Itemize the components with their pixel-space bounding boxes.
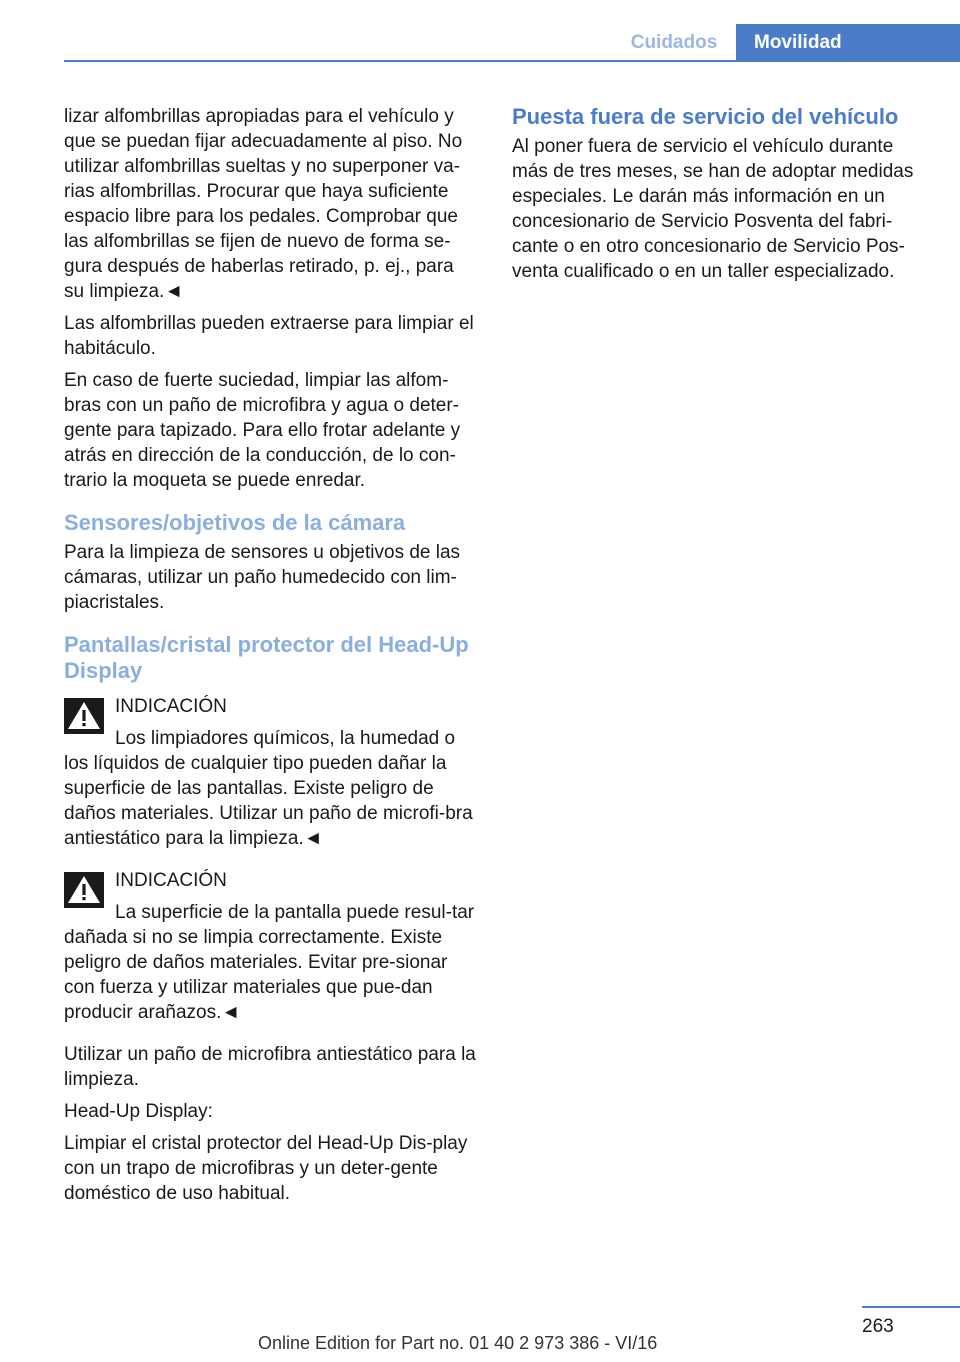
paragraph-mats-removal: Las alfombrillas pueden extraerse para limpiar el habitáculo. <box>64 313 474 359</box>
heading-camera-sensors: Sensores/objetivos de la cámara <box>64 510 406 535</box>
warning-icon <box>64 698 104 734</box>
right-column <box>512 104 932 291</box>
notice-body: La superficie de la pantalla puede resul‐tar dañada si no se limpia correctamente. Existe peligro de daños materiales. Evitar pre‐sionar con fuerza y utilizar materiales que pue‐dan producir arañazos.◄ <box>64 902 475 1023</box>
paragraph-out-of-service: Al poner fuera de servicio el vehículo durante más de tres meses, se han de adoptar medidas especiales. Le darán más información en un concesionario de Servicio Posventa del fabri‐cante o en otro concesionario de Servicio Pos‐venta cualificado o en un taller especializado. <box>512 136 914 282</box>
page-number-rule <box>862 1306 960 1308</box>
left-column <box>64 104 478 1213</box>
notice-body: Los limpiadores químicos, la humedad o los líquidos de cualquier tipo pueden dañar la superficie de las pantallas. Existe peligro de daños materiales. Utilizar un paño de microfi‐bra antiestático para la limpieza.◄ <box>64 728 473 849</box>
paragraph-camera-sensors: Para la limpieza de sensores u objetivos de las cámaras, utilizar un paño humedecido con lim‐piacristales. <box>64 542 461 613</box>
heading-out-of-service: Puesta fuera de servicio del vehículo <box>512 104 899 129</box>
paragraph-hud-label: Head-Up Display: <box>64 1101 213 1122</box>
warning-icon <box>64 872 104 908</box>
paragraph-heavy-dirt: En caso de fuerte suciedad, limpiar las alfom‐bras con un paño de microfibra y agua o deter‐gente para tapizado. Para ello frotar adelante y atrás en dirección de la conducción, de lo con‐trario la moqueta se puede enredar. <box>64 370 461 491</box>
paragraph-antistatic-cloth: Utilizar un paño de microfibra antiestático para la limpieza. <box>64 1044 476 1090</box>
paragraph-hud-cleaning: Limpiar el cristal protector del Head-Up Dis‐play con un trapo de microfibras y un deter‐gente doméstico de uso habitual. <box>64 1133 468 1204</box>
notice-title: INDICACIÓN <box>115 870 227 891</box>
heading-displays: Pantallas/cristal protector del Head-Up Display <box>64 632 469 683</box>
tab-cuidados[interactable]: Cuidados <box>630 32 718 53</box>
page-number: 263 <box>862 1316 894 1337</box>
notice-screen-damage <box>64 868 478 1025</box>
notice-chemical-cleaners <box>64 694 478 851</box>
edition-footer: Online Edition for Part no. 01 40 2 973 386 - VI/16 <box>258 1333 658 1353</box>
notice-title: INDICACIÓN <box>115 696 227 717</box>
paragraph-floor-mats: lizar alfombrillas apropiadas para el vehículo y que se puedan fijar adecuadamente al piso. No utilizar alfombrillas sueltas y no superponer va‐rias alfombrillas. Procurar que haya suficiente espacio libre para los pedales. Comprobar que las alfombrillas se fijen de nuevo de forma se‐gura después de haberlas retirado, p. ej., para su limpieza.◄ <box>64 106 463 302</box>
tab-movilidad[interactable]: Movilidad <box>736 24 960 62</box>
